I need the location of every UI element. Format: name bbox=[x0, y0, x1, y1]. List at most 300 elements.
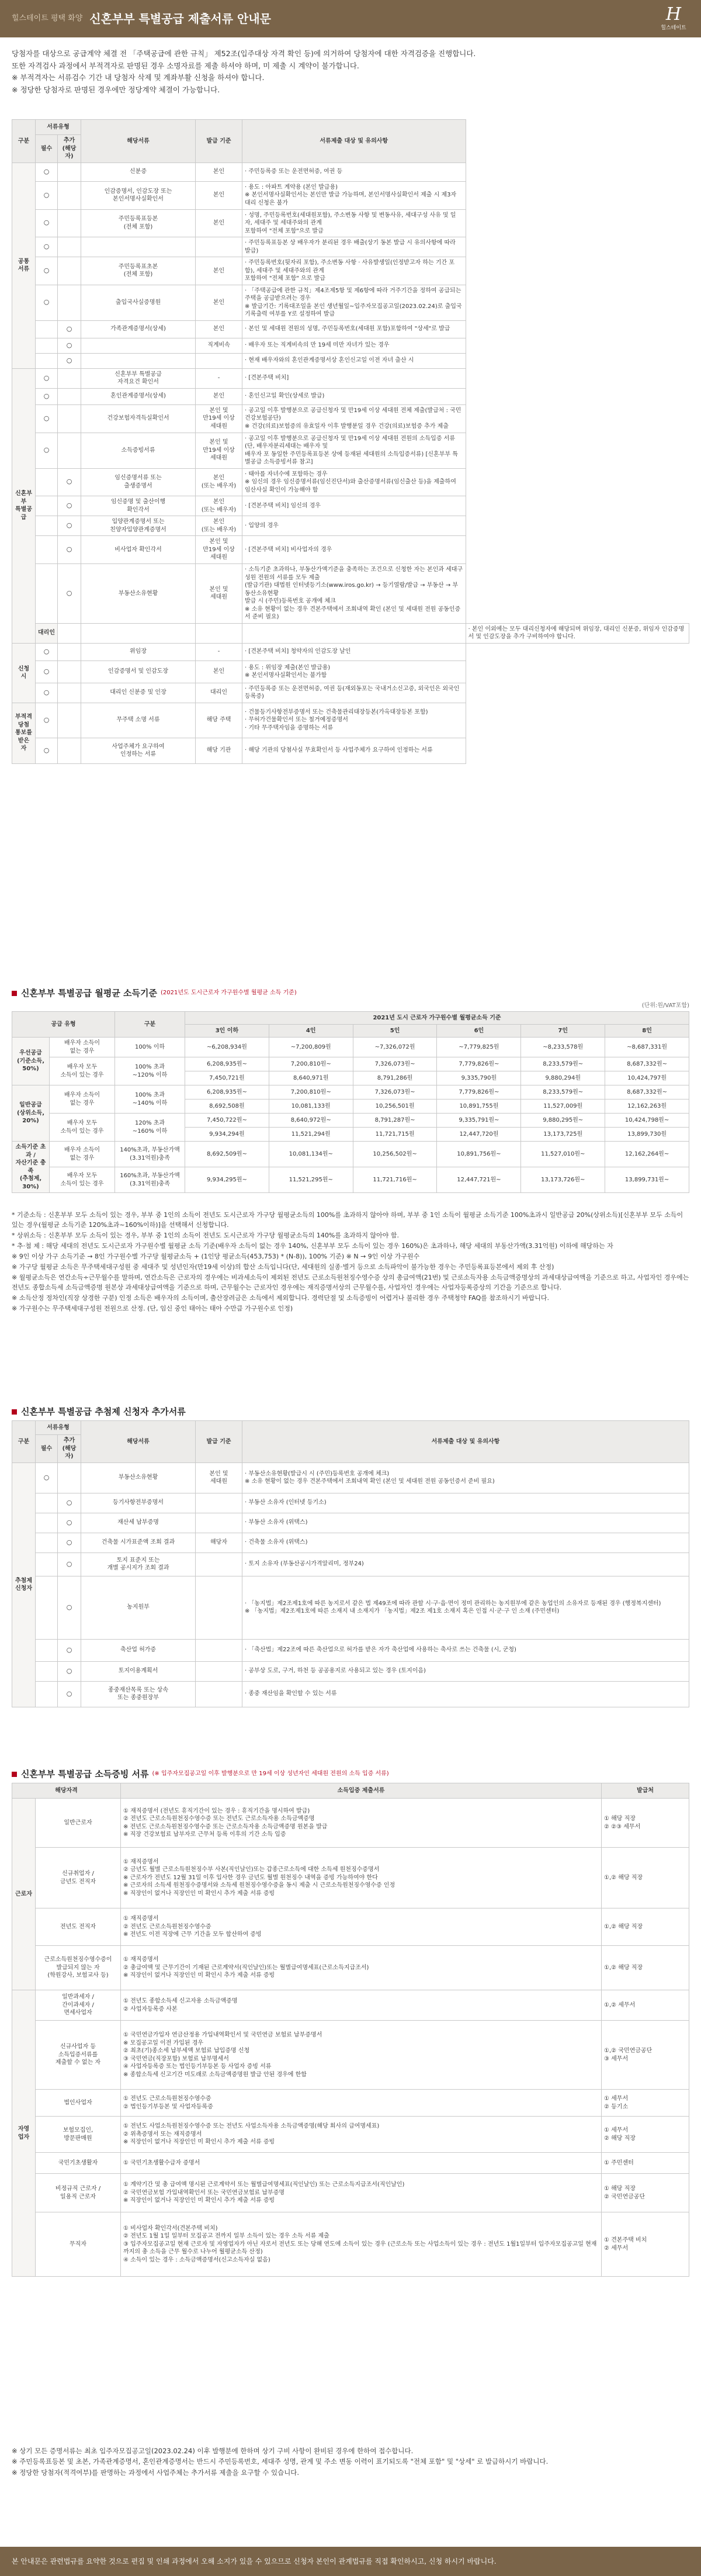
required-mark bbox=[36, 1576, 58, 1639]
category-cell: 자영 업자 bbox=[12, 1990, 36, 2277]
issue-basis: 본인 및 만19세 이상 세대원 bbox=[196, 536, 242, 564]
bullet-square-icon bbox=[12, 991, 17, 996]
document-note: · 건축물 소유자 (위택스) bbox=[242, 1533, 689, 1552]
document-name: 위임장 bbox=[81, 643, 196, 661]
bullet-square-icon bbox=[12, 1772, 17, 1777]
required-mark: ○ bbox=[36, 368, 58, 388]
issue-basis: - bbox=[196, 368, 242, 388]
document-name bbox=[81, 338, 196, 353]
income-row bbox=[12, 1167, 689, 1193]
optional-mark bbox=[58, 643, 81, 661]
income-value: 13,899,731원~ bbox=[605, 1167, 689, 1193]
intro-text bbox=[0, 37, 701, 119]
document-note: · 해당 기관의 당첨사실 무효확인서 등 사업주체가 요구하여 인정하는 서류 bbox=[242, 738, 466, 763]
required-mark: ○ bbox=[36, 388, 58, 404]
required-mark: ○ bbox=[36, 162, 58, 181]
proof-documents: ① 재직증명서 ② 금년도 월별 근로소득원천징수부 사본(직인날인)또는 갑종근로소득에 대한 소득세 원천징수증명서 ※ 근로자가 전년도 12월 31일 이후 입사한 경우 금년도 월별 원천징수 내역을 증빙 가능하여야 한다 ※ 근로자의 소득세 원천징수증명서와 소득세 원천징수영수증을 동시 제출 시 근로소득원천징수영수증 인정 ※ 직장인이 없거나 직장인인 미 확인시 추가 제출 서류 증빙 bbox=[121, 1848, 602, 1908]
qualification-type: 국민기초생활자 bbox=[36, 2153, 121, 2174]
income-value: 7,450,721원 bbox=[185, 1071, 269, 1085]
income-value: 6,208,935원~ bbox=[185, 1057, 269, 1071]
col-header: 구분 bbox=[12, 120, 36, 163]
issue-basis: 본인 bbox=[196, 661, 242, 683]
document-name: 토지이용계획서 bbox=[81, 1661, 196, 1681]
col-subheader: 추가 (해당자) bbox=[58, 1435, 81, 1463]
required-mark: ○ bbox=[36, 683, 58, 703]
required-mark bbox=[36, 1513, 58, 1533]
income-value: 11,721,715원 bbox=[353, 1128, 437, 1142]
page-title: 신혼부부 특별공급 제출서류 안내문 bbox=[89, 11, 271, 26]
issuing-office: ① 견본주택 비치 ② 세무서 bbox=[602, 2212, 689, 2277]
document-note: · 부동산 소유자 (인터넷 등기소) bbox=[242, 1493, 689, 1513]
required-mark bbox=[36, 496, 58, 516]
table-row bbox=[12, 703, 689, 738]
table-row bbox=[12, 2090, 689, 2117]
required-mark bbox=[36, 338, 58, 353]
income-value: ~8,233,578원 bbox=[521, 1038, 605, 1057]
table-row bbox=[12, 209, 689, 237]
table-row bbox=[12, 2153, 689, 2174]
optional-mark: ○ bbox=[58, 468, 81, 496]
optional-mark: ○ bbox=[58, 1493, 81, 1513]
issue-basis: 직계비속 bbox=[196, 338, 242, 353]
document-note: · 주민등록번호(뒷자리 포함), 주소변동 사항 · 사유발생일(인정받고자 하는 기간 포함), 세대주 및 세대주와의 관계 포함하여 "전체 포함" 으로 발급 bbox=[242, 257, 466, 285]
income-value: 9,880,295원~ bbox=[521, 1114, 605, 1128]
spouse-income-case: 배우자 소득이 없는 경우 bbox=[50, 1038, 115, 1057]
income-value: 10,891,756원~ bbox=[437, 1142, 521, 1167]
issue-basis: 해당 주택 bbox=[196, 703, 242, 738]
income-value: 7,326,073원~ bbox=[353, 1057, 437, 1071]
document-note: · 본인 이외에는 모두 대리신청자에 해당되며 위임장, 대리인 신분증, 위임자 인감증명서 및 인감도장을 추가 구비하여야 합니다. bbox=[466, 623, 689, 643]
income-value: 7,200,810원~ bbox=[269, 1085, 353, 1099]
col-header: 공급 유형 bbox=[12, 1012, 115, 1038]
table-row bbox=[12, 285, 689, 320]
optional-mark bbox=[58, 404, 81, 433]
issue-basis bbox=[196, 353, 242, 368]
document-name: 건축물 시가표준액 조회 결과 bbox=[81, 1533, 196, 1552]
col-header: 해당서류 bbox=[81, 1421, 196, 1463]
optional-mark bbox=[58, 285, 81, 320]
income-value: 8,692,508원 bbox=[185, 1099, 269, 1114]
income-percent: 120% 초과 ~160% 이하 bbox=[115, 1114, 185, 1142]
qualification-type: 근로소득원천징수영수증이 발급되지 않는 자 (학원강사, 보험교사 등) bbox=[36, 1946, 121, 1990]
col-header: 서류유형 bbox=[36, 1421, 81, 1435]
income-row bbox=[12, 1114, 689, 1128]
qualification-type: 일반과세자 / 간이과세자 / 면세사업자 bbox=[36, 1990, 121, 2021]
col-header: 8인 bbox=[605, 1025, 689, 1038]
footer-note-line: ※ 정당한 당첨자(적격여부)를 판명하는 과정에서 사업주체는 추가서류 제출을 요구할 수 있습니다. bbox=[12, 2468, 300, 2477]
issuing-office: ① 세무서 ② 해당 직장 bbox=[602, 2117, 689, 2153]
document-name bbox=[196, 623, 242, 643]
note-line: ※ 가구원수는 무주택세대구성원 전원으로 산정. (단, 임신 중인 태아는 태아 수만큼 가구원수로 인정) bbox=[12, 1305, 293, 1313]
income-value: 7,779,826원~ bbox=[437, 1057, 521, 1071]
income-value: 7,779,826원~ bbox=[437, 1085, 521, 1099]
income-percent: 100% 초과 ~140% 이하 bbox=[115, 1085, 185, 1114]
income-value: 13,899,730원 bbox=[605, 1128, 689, 1142]
proof-documents: ① 전년도 종합소득세 신고자용 소득금액증명 ② 사업자등록증 사본 bbox=[121, 1990, 602, 2021]
issue-basis: 본인 (또는 배우자) bbox=[196, 496, 242, 516]
income-value: 12,162,263원 bbox=[605, 1099, 689, 1114]
document-name: 건강보험자격득실확인서 bbox=[81, 404, 196, 433]
required-mark bbox=[36, 536, 58, 564]
issue-basis bbox=[196, 1552, 242, 1576]
income-table bbox=[12, 1011, 689, 1193]
issue-basis: 해당자 bbox=[196, 1533, 242, 1552]
issue-basis: 본인 및 만19세 이상 세대원 bbox=[196, 433, 242, 468]
table-row bbox=[12, 1908, 689, 1946]
qualification-type: 전년도 전직자 bbox=[36, 1908, 121, 1946]
document-note: · 공부상 도로, 구거, 하천 등 공공용지로 사용되고 있는 경우 (토지이음) bbox=[242, 1661, 689, 1681]
table-row bbox=[12, 1946, 689, 1990]
issue-basis: 본인 bbox=[196, 181, 242, 209]
section-title-income bbox=[12, 984, 689, 1002]
col-header: 발급처 bbox=[602, 1783, 689, 1799]
section-title-income-docs bbox=[12, 1765, 689, 1783]
unit-label: (단위:원/VAT포함) bbox=[641, 1002, 689, 1009]
document-name: 부동산소유현황 bbox=[81, 1462, 196, 1493]
issue-basis bbox=[196, 1681, 242, 1707]
optional-mark: ○ bbox=[58, 1552, 81, 1576]
issue-basis: 본인 bbox=[196, 257, 242, 285]
optional-mark bbox=[58, 661, 81, 683]
issue-basis: 본인 및 세대원 bbox=[196, 564, 242, 624]
section-title-lottery bbox=[12, 1403, 689, 1420]
income-percent: 100% 이하 bbox=[115, 1038, 185, 1057]
issuing-office: ① 해당 직장 ② 국민연금공단 bbox=[602, 2174, 689, 2212]
table-row bbox=[12, 2212, 689, 2277]
footer-note-line: ※ 상기 모든 증명서류는 최초 입주자모집공고일(2023.02.24) 이후 발행분에 한하며 상기 구비 사항이 완비된 경우에 한하여 접수합니다. bbox=[12, 2447, 414, 2455]
document-name bbox=[81, 237, 196, 257]
issuing-office: ①,② 국민연금공단 ③ 세무서 bbox=[602, 2021, 689, 2090]
issue-basis: 대리인 bbox=[196, 683, 242, 703]
optional-mark: ○ bbox=[58, 1533, 81, 1552]
document-note: · 건물등기사항전부증명서 또는 건축물관리대장등본(가옥대장등본 포함) · 무허가건물확인서 또는 철거예정증명서 · 기타 무주택자임을 증명하는 서류 bbox=[242, 703, 466, 738]
income-value: 13,173,726원~ bbox=[521, 1167, 605, 1193]
required-mark: ○ bbox=[36, 661, 58, 683]
income-value: 12,162,264원~ bbox=[605, 1142, 689, 1167]
issuing-office: ① 세무서 ② 등기소 bbox=[602, 2090, 689, 2117]
required-docs-table-wrap bbox=[0, 119, 701, 984]
col-subheader: 필수 bbox=[36, 1435, 58, 1463]
col-header: 소득입증 제출서류 bbox=[121, 1783, 602, 1799]
qualification-type: 비정규직 근로자 / 일용직 근로자 bbox=[36, 2174, 121, 2212]
document-name: 대리인 신분증 및 인장 bbox=[81, 683, 196, 703]
col-header: 해당자격 bbox=[12, 1783, 121, 1799]
lottery-docs-table-wrap bbox=[0, 1420, 701, 1765]
income-value: 8,640,971원 bbox=[269, 1071, 353, 1085]
optional-mark bbox=[58, 368, 81, 388]
disclaimer-text: 본 안내문은 관련법규를 요약한 것으로 편집 및 인쇄 과정에서 오해 소지가 있을 수 있으므로 신청자 본인이 관계법규를 직접 확인하시고, 신청 하시기 바랍니다. bbox=[12, 2557, 497, 2565]
issue-basis: 본인 및 만19세 이상 세대원 bbox=[196, 404, 242, 433]
table-row bbox=[12, 368, 689, 388]
optional-mark: ○ bbox=[58, 1639, 81, 1661]
table-row bbox=[12, 1576, 689, 1639]
document-name: 신분증 bbox=[81, 162, 196, 181]
spouse-income-case: 배우자 모두 소득이 있는 경우 bbox=[50, 1114, 115, 1142]
document-name: 신혼부부 특별공급 자격요건 확인서 bbox=[81, 368, 196, 388]
document-note: · 「농지법」제2조제1호에 따른 농지로서 같은 법 제49조에 따라 관할 시·구·읍·면이 정미 관리하는 농지원부에 같은 농업인의 소유자로 등재된 경우 (행정복지센터) ※ 「농지법」제2조제1호에 따른 소재지 내 소재지가 「농지법」제2조 제1호 소재지 혹은 인접 시·군·구 인 소재 (주민센터) bbox=[242, 1576, 689, 1639]
optional-mark: ○ bbox=[58, 1661, 81, 1681]
income-value: 12,447,721원~ bbox=[437, 1167, 521, 1193]
issue-basis bbox=[196, 237, 242, 257]
col-header: 해당서류 bbox=[81, 120, 196, 163]
income-value: 10,256,502원~ bbox=[353, 1142, 437, 1167]
table-row bbox=[12, 564, 689, 624]
issue-basis bbox=[196, 1576, 242, 1639]
spouse-income-case: 배우자 소득이 없는 경우 bbox=[50, 1085, 115, 1114]
issue-basis bbox=[196, 1493, 242, 1513]
supply-type: 우선공급 (기준소득, 50%) bbox=[12, 1038, 50, 1085]
income-value: 8,687,332원~ bbox=[605, 1085, 689, 1099]
optional-mark: ○ bbox=[58, 496, 81, 516]
optional-mark bbox=[58, 181, 81, 209]
required-mark: ○ bbox=[36, 237, 58, 257]
category-cell: 근로자 bbox=[12, 1799, 36, 1990]
income-value: 10,424,797원 bbox=[605, 1071, 689, 1085]
document-note: · 공고일 이후 발행분으로 공급신청자 및 만19세 이상 세대원 전체 제출(발급처 : 국민건강보험공단) ※ 건강(의료)보험증의 유효일자 이후 발행분일 경우 건강(의료)보험증 추가 제출 bbox=[242, 404, 466, 433]
income-value: 8,233,579원~ bbox=[521, 1057, 605, 1071]
issue-basis: - bbox=[196, 643, 242, 661]
document-name: 혼인관계증명서(상세) bbox=[81, 388, 196, 404]
complex-name: 힐스테이트 평택 화양 bbox=[12, 14, 83, 23]
table-row bbox=[12, 237, 689, 257]
table-row bbox=[12, 1533, 689, 1552]
income-value: 11,527,010원~ bbox=[521, 1142, 605, 1167]
qualification-type: 신규취업자 / 금년도 전직자 bbox=[36, 1848, 121, 1908]
income-percent: 140%초과, 부동산가액 (3.31억원)충족 bbox=[115, 1142, 185, 1167]
document-note: · 입양의 경우 bbox=[242, 516, 466, 536]
table-row bbox=[12, 2117, 689, 2153]
document-note: · 성명, 주민등록번호(세대원포함), 주소변동 사항 및 변동사유, 세대구성 사유 및 일자, 세대주 및 세대주와의 관계 포함하여 "전체 포함"으로 발급 bbox=[242, 209, 466, 237]
brand-logo bbox=[658, 5, 689, 32]
table-row bbox=[12, 404, 689, 433]
income-percent: 100% 초과 ~120% 이하 bbox=[115, 1057, 185, 1085]
table-row bbox=[12, 1639, 689, 1661]
issue-basis: 본인 bbox=[196, 209, 242, 237]
optional-mark bbox=[58, 388, 81, 404]
required-mark: ○ bbox=[36, 404, 58, 433]
required-mark bbox=[36, 1681, 58, 1707]
document-name: 가족관계증명서(상세) bbox=[81, 320, 196, 338]
issue-basis: 해당 기관 bbox=[196, 738, 242, 763]
issuing-office: ① 해당 직장 ② ②③ 세무서 bbox=[602, 1799, 689, 1848]
income-value: 10,424,798원~ bbox=[605, 1114, 689, 1128]
income-notes bbox=[0, 1204, 701, 1403]
document-note: · 혼인신고일 확인(상세로 발급) bbox=[242, 388, 466, 404]
issue-basis bbox=[196, 1661, 242, 1681]
income-value: 11,527,009원 bbox=[521, 1099, 605, 1114]
table-row bbox=[12, 2174, 689, 2212]
required-mark bbox=[58, 623, 81, 643]
optional-mark bbox=[58, 1462, 81, 1493]
optional-mark: ○ bbox=[58, 564, 81, 624]
document-note: · [견본주택 비치] 임신의 경우 bbox=[242, 496, 466, 516]
required-mark bbox=[36, 468, 58, 496]
optional-mark bbox=[58, 683, 81, 703]
issuing-office: ①,② 해당 직장 bbox=[602, 1946, 689, 1990]
optional-mark: ○ bbox=[58, 338, 81, 353]
document-note: · [견본주택 비치] 비사업자의 경우 bbox=[242, 536, 466, 564]
col-header: 2021년 도시 근로자 가구원수별 월평균소득 기준 bbox=[185, 1012, 689, 1025]
income-value: ~7,326,072원 bbox=[353, 1038, 437, 1057]
document-note: · 주민등록표등본 상 배우자가 분리된 경우 배출(상기 동본 발급 시 유의사항에 따라 발급) bbox=[242, 237, 466, 257]
table-row bbox=[12, 2021, 689, 2090]
table-row bbox=[12, 353, 689, 368]
document-name: 축산업 허가증 bbox=[81, 1639, 196, 1661]
note-line: ※ 소득산정 정차인(직장 상경한 구분) 인정 소득은 배우자의 소득이며, 출산장려금은 소득에서 제외합니다. 경력단절 및 소득증빙이 어렵거나 불리한 경우 주택청약 FAQ를 참조하시기 바랍니다. bbox=[12, 1294, 549, 1302]
logo-brand: 힐스테이트 bbox=[661, 25, 686, 31]
category-cell: 대리인 bbox=[36, 623, 58, 643]
optional-mark: ○ bbox=[58, 1681, 81, 1707]
optional-mark: ○ bbox=[58, 320, 81, 338]
issue-basis: 본인 (또는 배우자) bbox=[196, 516, 242, 536]
table-row bbox=[12, 1799, 689, 1848]
issuing-office: ①,② 해당 직장 bbox=[602, 1848, 689, 1908]
document-name: 비사업자 확인각서 bbox=[81, 536, 196, 564]
income-value: 10,256,501원 bbox=[353, 1099, 437, 1114]
income-value: 8,233,579원~ bbox=[521, 1085, 605, 1099]
table-row bbox=[12, 738, 689, 763]
table-row bbox=[12, 1462, 689, 1493]
col-header: 발급 기준 bbox=[196, 1421, 242, 1463]
required-mark bbox=[36, 353, 58, 368]
qualification-type: 신규사업자 등 소득입증서류를 제출할 수 없는 자 bbox=[36, 2021, 121, 2090]
required-mark: ○ bbox=[36, 643, 58, 661]
optional-mark bbox=[58, 237, 81, 257]
note-line: * 추·첨 제 : 해당 세대의 전년도 도시근로자 가구원수별 월평균 소득 기준(배우자 소득이 없는 경우 140%, 신혼부부 모두 소득이 있는 경우 160%)은 초과하나, 해당 세대의 부동산가액(3.31억원) 이하에 해당하는 자 bbox=[12, 1242, 613, 1250]
income-table-wrap bbox=[0, 1011, 701, 1204]
document-name: 주민등록표등본 (전체 포함) bbox=[81, 209, 196, 237]
proof-documents: ① 계약기간 및 총 급여액 명시된 근로계약서 또는 월별급여명세표(직인날인) 또는 근로소득지급조서(직인날인) ② 국민연금보험 가입내역확인서 또는 국민연금보험료 납부증명 ※ 직장인이 없거나 직장인인 미 확인시 추가 제출 서류 증빙 bbox=[121, 2174, 602, 2212]
table-row bbox=[12, 1848, 689, 1908]
proof-documents: ① 재직증명서 ② 총급여액 및 근무기간이 기재된 근로계약서(직인날인)또는 월별급여명세표(근로소득지급조서) ※ 직장인이 없거나 직장인인 미 확인시 추가 제출 서류 증빙 bbox=[121, 1946, 602, 1990]
required-mark bbox=[36, 1661, 58, 1681]
document-name bbox=[81, 353, 196, 368]
intro-line: ※ 정당한 당첨자로 판명된 경우에만 정당계약 체결이 가능합니다. bbox=[12, 85, 220, 94]
col-header: 6인 bbox=[437, 1025, 521, 1038]
document-name: 소득증빙서류 bbox=[81, 433, 196, 468]
proof-documents: ① 비사업자 확인각서(견본주택 비치) ② 전년도 1월 1일 일부터 모집공고 전까지 일부 소득이 있는 경우 소득 서류 제출 ③ 입주자모집공고일 현재 근로자 및 자영업자가 아닌 자로서 전년도 또는 당해 연도에 소득이 있는 경우 (근로소득 또는 사업소득이 있는 경우 : 전년도 1월1일부터 입주자모집공고일 현재까지의 총 소득을 근무 월수로 나누어 월평균소득 산정) ④ 소득이 있는 경우 : 소득금액증명서(신고소득자실 없음) bbox=[121, 2212, 602, 2277]
col-header: 서류유형 bbox=[36, 120, 81, 135]
document-note: · 토지 소유자 (부동산공시가격알리미, 정부24) bbox=[242, 1552, 689, 1576]
document-name: 토지 표준지 또는 개별 공시지가 조회 결과 bbox=[81, 1552, 196, 1576]
document-name: 출입국사실증명원 bbox=[81, 285, 196, 320]
note-line: ※ 9인 이상 가구 소득기준 → 8인 가구원수별 가구당 월평균소득 + (1인당 평균소득(453,753) * (N-8)), 100% 기준) ※ N → 9인 이상 가구원수 bbox=[12, 1253, 420, 1261]
optional-mark: ○ bbox=[58, 353, 81, 368]
optional-mark: ○ bbox=[58, 516, 81, 536]
col-header: 4인 bbox=[269, 1025, 353, 1038]
page-header bbox=[0, 0, 701, 37]
table-row bbox=[12, 1681, 689, 1707]
category-cell: 공통 서류 bbox=[12, 162, 36, 368]
table-row bbox=[12, 683, 689, 703]
footer-notes bbox=[0, 2437, 701, 2478]
document-note: · 소득기준 초과하나, 부동산가액기준을 충족하는 조건으로 신청한 자는 본인과 세대구성원 전원의 서류를 모두 제출 (발급기관) 대법원 인터넷등기소(www.iros.go.kr) → 등기열람/발급 → 부동산 → 부동산소유현황 발급 시 (주민)등록번호 공개에 체크 ※ 소유 현황이 없는 경우 견본주택에서 조회내역 확인 (본인 및 세대원 전원 공동인증서 준비 필요) bbox=[242, 564, 466, 624]
optional-mark bbox=[58, 738, 81, 763]
proof-documents: ① 국민연금가입자 연금산정용 가입내역확인서 및 국민연금 보험료 납부증명서 ※ 모집공고일 이전 가입된 경우 ② 최초(기)종소세 납부세액 보험료 납입증명 신청 ③ 국민연금(직장포함) 보험료 납부명세서 ④ 사업자등록증 또는 법인등기부등본 등 사업자 증빙 서류 ※ 종합소득세 신고기간 미도래로 소득금액증명원 발급 안된 경우에 한함 bbox=[121, 2021, 602, 2090]
optional-mark bbox=[58, 257, 81, 285]
document-note: · 부동산소유현황(발급시 시 (주민)등록번호 공개에 체크) ※ 소유 현황이 없는 경우 견본주택에서 조회내역 확인 (본인 및 세대원 전원 공동인증서 준비 필요) bbox=[242, 1462, 689, 1493]
income-row bbox=[12, 1057, 689, 1071]
required-mark bbox=[36, 1552, 58, 1576]
income-docs-table bbox=[12, 1783, 689, 2277]
optional-mark bbox=[58, 162, 81, 181]
income-row bbox=[12, 1038, 689, 1057]
section-title-text: 신혼부부 특별공급 소득증빙 서류 bbox=[21, 1768, 149, 1779]
required-mark bbox=[36, 1533, 58, 1552]
document-name: 무주택 소명 서류 bbox=[81, 703, 196, 738]
table-row bbox=[12, 1661, 689, 1681]
income-value: 11,521,295원~ bbox=[269, 1167, 353, 1193]
optional-mark bbox=[58, 209, 81, 237]
section-title-text: 신혼부부 특별공급 월평균 소득기준 bbox=[21, 987, 158, 998]
optional-mark: ○ bbox=[58, 1513, 81, 1533]
document-name: 농지원부 bbox=[81, 1576, 196, 1639]
document-name: 입양관계증명서 또는 친양자입양관계증명서 bbox=[81, 516, 196, 536]
income-value: ~8,687,331원 bbox=[605, 1038, 689, 1057]
table-row bbox=[12, 536, 689, 564]
table-row bbox=[12, 1552, 689, 1576]
required-docs-table bbox=[12, 119, 689, 764]
note-line: ※ 가구당 월평균 소득은 무주택세대구성원 중 세대주 및 성년인자(만19세 이상)의 합산 소득입니다(단, 세대원의 실종·별거 등으로 소득파악이 불가능한 경우는 주민등록표등본에서 제외 후 산정) bbox=[12, 1263, 554, 1271]
col-header: 3인 이하 bbox=[185, 1025, 269, 1038]
optional-mark bbox=[81, 623, 196, 643]
document-note: · [견본주택 비치] bbox=[242, 368, 466, 388]
document-name: 사업주체가 요구하여 인정하는 서류 bbox=[81, 738, 196, 763]
footer-note-line: ※ 주민등록표등본 및 초본, 가족관계증명서, 혼인관계증명서는 반드시 주민등록번호, 세대주 성명, 관계 및 주소 변동 이력이 표기되도록 "전체 포함" 및 "상세" 로 발급하시기 바랍니다. bbox=[12, 2457, 549, 2466]
optional-mark bbox=[58, 703, 81, 738]
document-note: · 「주택공급에 관한 규칙」제4조제5항 및 제6항에 따라 거주기간을 정하여 공급되는 주택을 공급받으려는 경우 ※ 발급기간: 기록대조일을 본인 생년월일~입주자모집공고일(2023.02.24)로 출입국기록출력 여부를 Y로 설정하여 발급 bbox=[242, 285, 466, 320]
document-note: · 용도 : 위임장 제출(본인 발급용) ※ 본인서명사실확인서는 불가함 bbox=[242, 661, 466, 683]
income-value: 7,326,073원~ bbox=[353, 1085, 437, 1099]
proof-documents: ① 전년도 사업소득원천징수영수증 또는 전년도 사업소득자용 소득금액증명(해당 회사의 급여명세표) ② 위촉증명서 또는 재직증명서 ※ 직장인이 없거나 직장인인 미 확인시 추가 제출 서류 증빙 bbox=[121, 2117, 602, 2153]
bullet-square-icon bbox=[12, 1409, 17, 1415]
document-name: 종중재산목록 또는 상속 또는 종중원장부 bbox=[81, 1681, 196, 1707]
income-value: 12,447,720원 bbox=[437, 1128, 521, 1142]
table-row bbox=[12, 162, 689, 181]
table-row bbox=[12, 516, 689, 536]
supply-type: 소득기준 초과 / 자산기준 충족 (추첨제, 30%) bbox=[12, 1142, 50, 1193]
document-note: · 주민등록증 또는 운전면허증, 여권 등(재외동포는 국내거소신고증, 외국인은 외국인등록증) bbox=[242, 683, 466, 703]
document-note: · 종중 재산임을 확인할 수 있는 서류 bbox=[242, 1681, 689, 1707]
income-value: 8,791,286원 bbox=[353, 1071, 437, 1085]
income-row bbox=[12, 1142, 689, 1167]
document-note: · 주민등록증 또는 운전면허증, 여권 등 bbox=[242, 162, 466, 181]
table-row bbox=[12, 623, 689, 643]
table-row bbox=[12, 661, 689, 683]
required-mark bbox=[36, 516, 58, 536]
table-row bbox=[12, 181, 689, 209]
section-subtitle: (2021년도 도시근로자 가구원수별 월평균 소득 기준) bbox=[161, 990, 297, 997]
note-line: * 기준소득 : 신혼부부 모두 소득이 있는 경우, 부부 중 1인의 소득이 전년도 도시근로자 가구당 월평균소득의 100%를 초과하지 않아야 하며, 부부 중 1인 소득이 월평균 소득기준 100%초과시 일반공급 20%(상위소득)[신혼부부 모두 소득이 있는 경우(월평균 소득기준 120%초과~160%이하)]을 선택해서 신청합니다. bbox=[12, 1211, 683, 1229]
note-line: * 상위소득 : 신혼부부 모두 소득이 있는 경우, 부부 중 1인의 소득이 전년도 도시근로자 가구당 월평균소득의 140%를 초과하지 않아야 함. bbox=[12, 1232, 400, 1240]
income-value: 13,173,725원 bbox=[521, 1128, 605, 1142]
required-mark: ○ bbox=[36, 1462, 58, 1493]
proof-documents: ① 재직증명서 ② 전년도 근로소득원천징수영수증 ※ 전년도 이전 직장에 근무 기간을 모두 합산하여 증빙 bbox=[121, 1908, 602, 1946]
note-line: ※ 월평균소득은 연간소득÷근무월수를 말하며, 연간소득은 근로자의 경우에는 비과세소득이 제외된 전년도 근로소득원천징수영수증 상의 총급여액(21번) 및 근로소득자용 소득금액증명상의 과세대상급여액을 기준으로 하고, 사업자인 경우에는 전년도 종합소득세 소득금액증명 원본상 과세대상급여액을 기준으로 하며, 근무월수는 근로자인 경우에는 재직증명서상의 근무월수를, 사업자인 경우에는 사업자등록증상의 기간을 기준으로 합니다. bbox=[12, 1274, 689, 1292]
proof-documents: ① 전년도 근로소득원천징수영수증 ② 법인등기부등본 및 사업자등록증 bbox=[121, 2090, 602, 2117]
table-row bbox=[12, 1493, 689, 1513]
required-mark: ○ bbox=[36, 433, 58, 468]
qualification-type: 보험모집인, 방문판매원 bbox=[36, 2117, 121, 2153]
lottery-docs-table bbox=[12, 1420, 689, 1707]
income-value: 9,335,790원 bbox=[437, 1071, 521, 1085]
document-note: · 태아를 자녀수에 포함하는 경우 ※ 임신의 경우 임신증명서류(임신진단서)와 출산증명서류(임신출산 등)을 제출하여 임산사실 확인이 가능해야 함 bbox=[242, 468, 466, 496]
required-mark: ○ bbox=[36, 738, 58, 763]
supply-type: 일반공급 (상위소득, 20%) bbox=[12, 1085, 50, 1142]
document-name: 부동산소유현황 bbox=[81, 564, 196, 624]
section-title-text: 신혼부부 특별공급 추첨제 신청자 추가서류 bbox=[21, 1406, 186, 1417]
income-value: 6,208,935원~ bbox=[185, 1085, 269, 1099]
